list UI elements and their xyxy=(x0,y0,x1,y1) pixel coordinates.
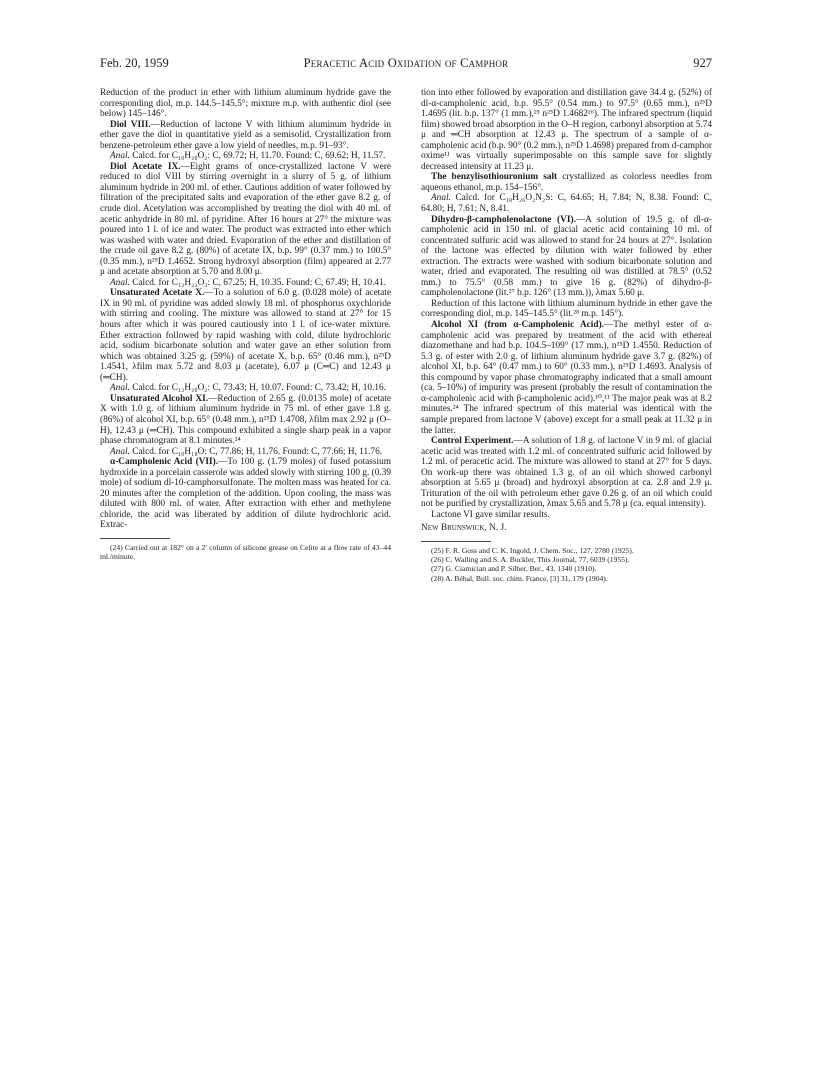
paragraph-unsaturated-acetate-x xyxy=(100,288,391,383)
left-column xyxy=(100,88,391,561)
paragraph: Reduction of this lactone with lithium aluminum hydride in ether gave the corresponding diol, m.p. 145–145.5° (lit.²⁸ m.p. 145°). xyxy=(421,298,712,320)
paragraph-text: —To a solution of 6.0 g. (0.028 mole) of acetate IX in 90 ml. of pyridine was added slowly 18 ml. of phosphorus oxychloride with stirring and cooling. The mixture was allowed to stand at 27° for 15 hours after which it was poured cautiously into 1 l. of ice-water mixture. Ether extraction followed by rapid washing with cold, dilute hydrochloric acid, sodium bicarbonate solution and water gave an ether solution from which was obtained 3.25 g. (59%) of acetate X, b.p. 65° (0.46 mm.), n²⁵D 1.4541, λfilm max 5.72 and 8.03 μ (acetate), 6.07 μ (C═C) and 12.43 μ (═CH). xyxy=(100,288,391,383)
paragraph-benzylisothiouronium-salt xyxy=(421,172,712,193)
paragraph-text: crystallized as colorless needles from aqueous ethanol, m.p. 154–156°. xyxy=(421,172,712,193)
section-heading: Diol VIII. xyxy=(110,119,151,130)
footnote: (28) A. Béhal, Bull. soc. chim. France, [3] 31, 179 (1904). xyxy=(431,573,608,583)
footnote: (24) Carried out at 182° on a 2′ column of silicone grease on Celite at a flow rate of 43–44 ml./minute. xyxy=(100,542,391,562)
paragraph-text: —Reduction of 2.65 g. (0.0135 mole) of acetate X with 1.0 g. of lithium aluminum hydride in 75 ml. of ether gave 1.8 g. (86%) of alcohol XI, b.p. 65° (0.48 mm.), n²⁵D 1.4708, λfilm max 2.92 μ (O–H), 12.43 μ (═CH). This compound exhibited a single sharp peak in a vapor phase chromatogram at 8.1 minutes.²⁴ xyxy=(100,393,391,447)
paragraph-control-experiment xyxy=(421,436,712,510)
header-date: Feb. 20, 1959 xyxy=(100,56,169,70)
footnote: (27) G. Ciamician and P. Silber, Ber., 43, 1340 (1910). xyxy=(431,564,597,574)
paragraph: tion into ether followed by evaporation and distillation gave 34.4 g. (52%) of dl-α-campholenic acid, b.p. 95.5° (0.54 mm.) to 97.5° (0.65 mm.), n²⁵D 1.4695 (lit. b.p. 137° (1 mm.),²⁵ n²⁵D 1.4682²⁶). The infrared spectrum (liquid film) showed broad absorption in the O–H region, carbonyl absorption at 5.74 μ and ═CH absorption at 12.43 μ. The spectrum of a sample of α-campholenic acid (b.p. 90° (0.2 mm.), n²⁵D 1.4698) prepared from d-camphor oxime¹¹ was virtually superimposable on this sample save for slightly decreased intensity at 11.23 μ. xyxy=(421,88,712,172)
analysis-text: Calcd. for C₁₈H₂₆O₂N₂S: C, 64.65; H, 7.84; N, 8.38. Found: C, 64.80; H, 7.61; N, 8.41. xyxy=(421,193,712,215)
analysis-paragraph xyxy=(100,151,391,162)
section-heading: α-Campholenic Acid (VII). xyxy=(110,457,219,468)
footnote-rule xyxy=(421,541,491,542)
section-heading: Dihydro-β-campholenolactone (VI). xyxy=(431,214,576,225)
analysis-paragraph xyxy=(100,447,391,458)
paragraph: Lactone VI gave similar results. xyxy=(431,509,550,520)
paragraph-text: —A solution of 1.8 g. of lactone V in 9 ml. of glacial acetic acid was treated with 1.2 ml. of concentrated sulfuric acid followed by 1.2 ml. of peracetic acid. The mixture was allowed to stand at 27° for 5 days. On work-up there was obtained 1.3 g. of an oil which showed carbonyl absorption at 5.65 μ (broad) and hydroxyl absorption at ca. 2.8 and 2.9 μ. Trituration of the oil with petroleum ether gave 0.26 g. of an oil which could not be purified by crystallization, λmax 5.65 and 5.78 μ (ca. equal intensity). xyxy=(421,436,712,510)
analysis-text: Calcd. for C₁₂H₂₂O₃: C, 67.25; H, 10.35. Found: C, 67.49; H, 10.41. xyxy=(129,277,387,288)
section-heading: The benzylisothiouronium salt xyxy=(431,172,558,183)
footnote: (26) C. Walling and S. A. Buckler, This Journal, 77, 6039 (1955). xyxy=(431,555,630,565)
header-title: Peracetic Acid Oxidation of Camphor xyxy=(303,56,509,70)
paragraph-diol-acetate-ix xyxy=(100,162,391,278)
paragraph-text: —To 100 g. (1.79 moles) of fused potassium hydroxide in a porcelain casserole was added slowly with stirring 100 g. (0.39 mole) of sodium dl-10-camphorsulfonate. The molten mass was heated for ca. 20 minutes after the completion of the addition. Upon cooling, the mass was diluted with 800 ml. of water. After extraction with ether and methylene chloride, the acid was liberated by addition of dilute hydrochloric acid. Extrac- xyxy=(100,457,392,531)
analysis-text: Calcd. for C₁₀H₂₀O₂: C, 69.72; H, 11.70. Found: C, 69.62; H, 11.57. xyxy=(129,151,386,162)
anal-label: Anal. xyxy=(110,383,130,394)
paragraph-text: —The methyl ester of α-campholenic acid was prepared by treatment of the acid with ethereal diazomethane and had b.p. 104.5–109° (17 mm.), n²⁵D 1.4550. Reduction of 5.3 g. of ester with 2.0 g. of lithium aluminum hydride gave 3.7 g. (82%) of alcohol XI, b.p. 64° (0.47 mm.) to 60° (0.33 mm.), n²⁵D 1.4693. Analysis of this compound by vapor phase chromatography indicated that a small amount (ca. 5–10%) of impurity was present (probably the result of contamination the α-campholenic acid with β-campholenic acid).¹⁰,¹¹ The major peak was at 8.2 minutes.²⁴ The infrared spectrum of this material was identical with the sample prepared from lactone V (above) except for a small peak at 11.32 μ in the latter. xyxy=(421,320,712,436)
right-column xyxy=(421,88,712,583)
footnote-rule xyxy=(100,538,170,539)
analysis-text: Calcd. for C₁₂H₂₀O₂: C, 73.43; H, 10.07. Found: C, 73.42; H, 10.16. xyxy=(129,383,387,394)
analysis-paragraph xyxy=(100,278,391,289)
paragraph-alcohol-xi xyxy=(421,320,712,436)
affiliation-signoff: New Brunswick, N. J. xyxy=(421,523,507,534)
paragraph-text: —A solution of 19.5 g. of dl-α-campholenic acid in 150 ml. of glacial acetic acid containing 10 ml. of concentrated sulfuric acid was allowed to stand for 24 hours at 27°. Isolation of the lactone was effected by dilution with water followed by ether extraction. The extracts were washed with sodium bicarbonate solution and water, dried and evaporated. The resulting oil was distilled at 78.5° (0.52 mm.) to 75.5° (0.58 mm.) to give 16 g. (82%) of dihydro-β-campholenolactone (lit.²⁷ b.p. 126° (13 mm.)), λmax 5.60 μ. xyxy=(421,214,712,299)
anal-label: Anal. xyxy=(110,446,130,457)
anal-label: Anal. xyxy=(110,151,130,162)
section-heading: Unsaturated Acetate X. xyxy=(110,288,205,299)
running-header xyxy=(100,56,712,76)
anal-label: Anal. xyxy=(110,277,130,288)
paragraph: Reduction of the product in ether with lithium aluminum hydride gave the corresponding diol, m.p. 144.5–145.5°; mixture m.p. with authentic diol (see below) 145–146°. xyxy=(100,88,391,120)
paragraph-unsaturated-alcohol-xi xyxy=(100,394,391,447)
page-number: 927 xyxy=(693,56,712,70)
paragraph-dihydro-lactone-vi xyxy=(421,215,712,299)
section-heading: Unsaturated Alcohol XI. xyxy=(110,393,209,404)
paragraph-text: —Eight grams of once-crystallized lactone V were reduced to diol VIII by stirring overnight in a slurry of 5 g. of lithium aluminum hydride in 200 ml. of ether. Cautious addition of water followed by filtration of the precipitated salts and evaporation of the ether gave 8.2 g. of crude diol. Acetylation was accomplished by treating the diol with 40 ml. of acetic anhydride in 80 ml. of pyridine. After 16 hours at 27° the mixture was poured into 1 l. of ice and water. The product was extracted into ether which was washed with water and dried. Evaporation of the ether and distillation of the crude oil gave 8.2 g. (80%) of acetate IX, b.p. 99° (0.37 mm.) to 100.5° (0.35 mm.), n²⁵D 1.4652. Strong hydroxyl absorption (film) appeared at 2.77 μ and acetate absorption at 5.70 and 8.00 μ. xyxy=(100,161,391,278)
section-heading: Diol Acetate IX. xyxy=(110,161,181,172)
paragraph-text: —Reduction of lactone V with lithium aluminum hydride in ether gave the diol in quantitative yield as a semisolid. Crystallization from benzene-petroleum ether gave a low yield of needles, m.p. 91–93°. xyxy=(100,119,391,151)
analysis-paragraph xyxy=(421,193,712,214)
section-heading: Alcohol XI (from α-Campholenic Acid). xyxy=(431,320,604,331)
section-heading: Control Experiment. xyxy=(431,436,514,447)
anal-label: Anal. xyxy=(431,193,451,204)
footnote: (25) F. R. Goss and C. K. Ingold, J. Chem. Soc., 127, 2780 (1925). xyxy=(431,545,634,555)
paragraph-campholenic-acid xyxy=(100,457,391,531)
analysis-text: Calcd. for C₁₀H₁₈O: C, 77.86; H, 11.76. Found: C, 77.66; H, 11.76. xyxy=(129,446,383,457)
analysis-paragraph xyxy=(100,383,391,394)
paragraph-diol-viii xyxy=(100,120,391,152)
